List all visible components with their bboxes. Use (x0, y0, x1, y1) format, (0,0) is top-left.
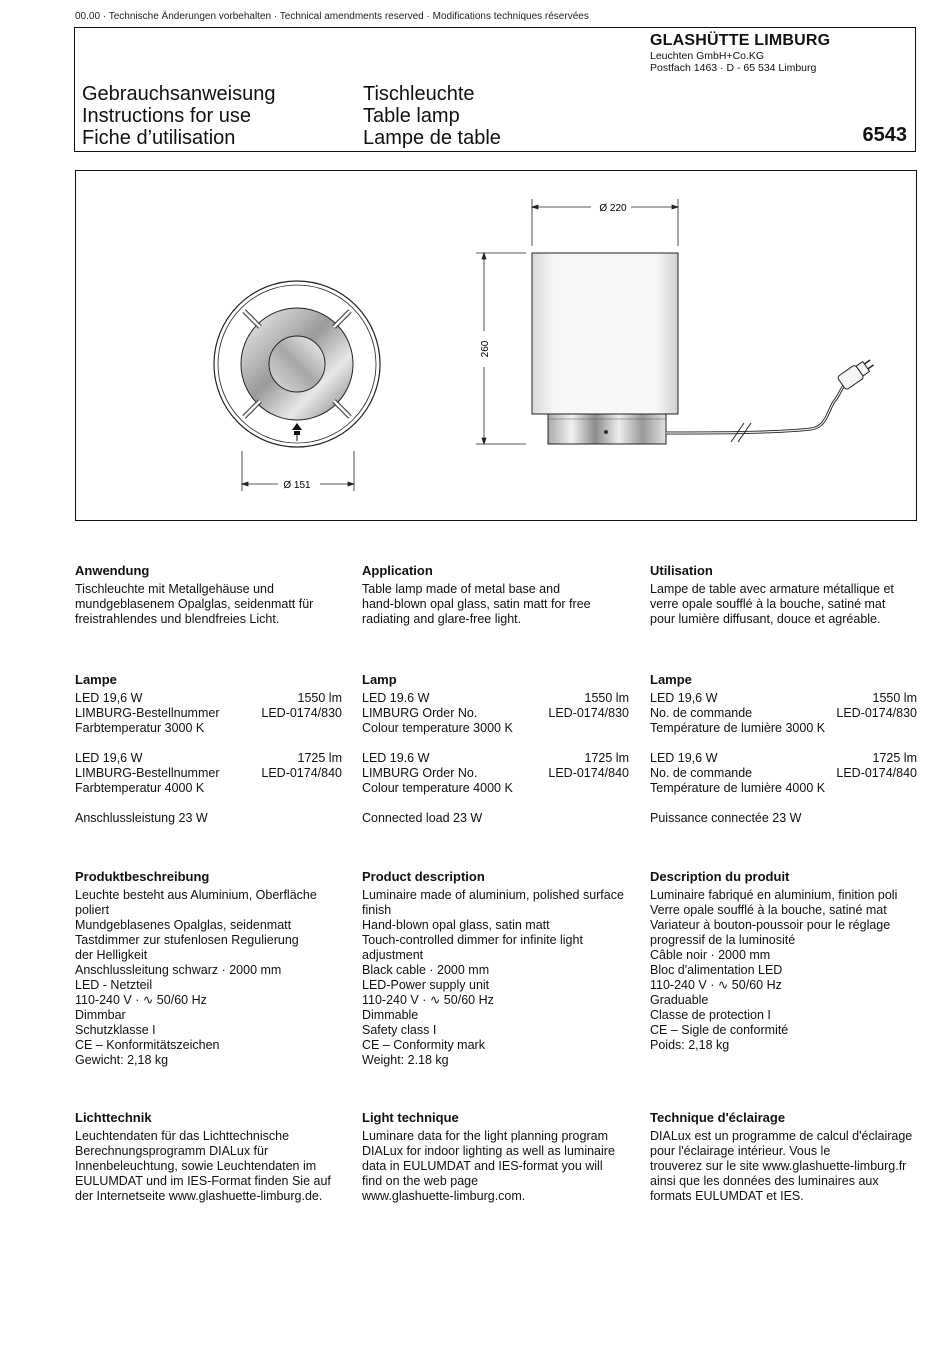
product-en (362, 869, 632, 1068)
section-heading: Produktbeschreibung (75, 869, 210, 884)
drawing-svg (76, 171, 918, 522)
led-spec: LED 19.6 W (362, 751, 430, 765)
lamp-de (75, 672, 345, 826)
application-en (362, 563, 632, 627)
color-temperature: Farbtemperatur 3000 K (75, 721, 205, 735)
led-spec: LED 19.6 W (362, 691, 430, 705)
section-heading: Application (362, 563, 433, 578)
lumen-value: 1725 lm (872, 751, 917, 765)
lighttech-en (362, 1110, 632, 1204)
section-text: Lampe de table avec armature métallique et verre opale soufflé à la bouche, satiné mat pour lumière diffusant, douce et agréable. (650, 582, 894, 626)
led-spec: LED 19,6 W (650, 691, 718, 705)
lighttech-fr (650, 1110, 920, 1204)
document-type-titles (82, 83, 275, 149)
doc-title-de: Gebrauchsanweisung (82, 83, 276, 105)
lamp-en (362, 672, 632, 826)
cable-outlet-icon (292, 423, 302, 441)
doc-title-en: Instructions for use (82, 105, 251, 127)
color-temperature: Température de lumière 4000 K (650, 781, 826, 795)
section-text: Table lamp made of metal base and hand-blown opal glass, satin matt for free radiating and glare-free light. (362, 582, 591, 626)
lumen-value: 1725 lm (297, 751, 342, 765)
lamp-row (650, 751, 917, 766)
connected-load: Anschlussleistung 23 W (75, 811, 208, 825)
technical-drawing (75, 170, 917, 521)
top-view (214, 281, 380, 491)
order-row (650, 706, 917, 721)
section-heading: Light technique (362, 1110, 459, 1125)
section-text: Leuchte besteht aus Aluminium, Oberfläche poliert Mundgeblasenes Opalglas, seidenmatt Tastdimmer zur stufenlosen Regulierung der Helligkeit Anschlussleitung schwarz · 2000 mm LED - Netzteil 110-240 V · ∿ 50/60 Hz Dimmbar Schutzklasse I CE – Konformitätszeichen Gewicht: 2,18 kg (75, 888, 317, 1067)
section-text: Luminare data for the light planning program DIALux for indoor lighting as well as luminaire data in EULUMDAT and IES-format you will find on the web page www.glashuette-limburg.com. (362, 1129, 615, 1203)
order-number: LED-0174/840 (548, 766, 629, 780)
section-text: Luminaire fabriqué en aluminium, finition poli Verre opale soufflé à la bouche, satiné mat Variateur à bouton-poussoir pour le réglage progressif de la luminosité Câble noir · 2000 mm Bloc d'alimentation LED 110-240 V · ∿ 50/60 Hz Graduable Classe de protection I CE – Sigle de conformité Poids: 2,18 kg (650, 888, 898, 1052)
lumen-value: 1550 lm (872, 691, 917, 705)
product-title-de: Tischleuchte (363, 83, 475, 105)
section-text: DIALux est un programme de calcul d'éclairage pour l'éclairage intérieur. Vous le trouverez sur le site www.glashuette-limburg.fr ainsi que les données des luminaires aux formats EULUMDAT et IES. (650, 1129, 913, 1203)
lamp-row (362, 691, 629, 706)
led-spec: LED 19,6 W (75, 691, 143, 705)
dim-height-label: 260 (480, 340, 491, 358)
order-number: LED-0174/840 (836, 766, 917, 780)
side-view (476, 199, 876, 444)
order-number: LED-0174/830 (261, 706, 342, 720)
color-temperature: Farbtemperatur 4000 K (75, 781, 205, 795)
led-spec: LED 19,6 W (75, 751, 143, 765)
title-block (74, 27, 916, 152)
order-label: LIMBURG Order No. (362, 766, 478, 780)
section-text: Luminaire made of aluminium, polished surface finish Hand-blown opal glass, satin matt Touch-controlled dimmer for infinite light adjustment Black cable · 2000 mm LED-Power supply unit 110-240 V · ∿ 50/60 Hz Dimmable Safety class I CE – Conformity mark Weight: 2.18 kg (362, 888, 624, 1067)
lumen-value: 1725 lm (584, 751, 629, 765)
product-fr (650, 869, 920, 1053)
connected-load: Puissance connectée 23 W (650, 811, 802, 825)
section-heading: Anwendung (75, 563, 150, 578)
order-row (362, 706, 629, 721)
doc-title-fr: Fiche d’utilisation (82, 127, 236, 149)
order-number: LED-0174/840 (261, 766, 342, 780)
connected-load: Connected load 23 W (362, 811, 483, 825)
lumen-value: 1550 lm (297, 691, 342, 705)
led-spec: LED 19,6 W (650, 751, 718, 765)
order-number: LED-0174/830 (548, 706, 629, 720)
order-label: LIMBURG-Bestellnummer (75, 706, 220, 720)
lamp-row (362, 751, 629, 766)
color-temperature: Température de lumière 3000 K (650, 721, 826, 735)
order-row (75, 706, 342, 721)
company-subline: Leuchten GmbH+Co.KG (650, 50, 765, 62)
section-heading: Product description (362, 869, 485, 884)
order-row (362, 766, 629, 781)
article-number: 6543 (862, 124, 907, 146)
section-heading: Utilisation (650, 563, 713, 578)
lumen-value: 1550 lm (584, 691, 629, 705)
lighttech-de (75, 1110, 345, 1204)
product-type-titles (363, 83, 501, 149)
lamp-row (75, 751, 342, 766)
company-address: Postfach 1463 · D - 65 534 Limburg (650, 62, 817, 74)
lamp-fr (650, 672, 920, 826)
order-label: LIMBURG Order No. (362, 706, 478, 720)
order-label: LIMBURG-Bestellnummer (75, 766, 220, 780)
application-fr (650, 563, 920, 627)
section-heading: Lampe (75, 672, 117, 687)
order-number: LED-0174/830 (836, 706, 917, 720)
application-de (75, 563, 345, 627)
section-text: Leuchtendaten für das Lichttechnische Berechnungsprogramm DIALux für Innenbeleuchtung, sowie Leuchtendaten im EULUMDAT und im IES-Format finden Sie auf der Internetseite www.glashuette-limburg.de. (75, 1129, 331, 1203)
section-heading: Lampe (650, 672, 692, 687)
header-note: 00.00 · Technische Änderungen vorbehalten · Technical amendments reserved · Modifications techniques réservées (75, 11, 589, 22)
product-title-fr: Lampe de table (363, 127, 501, 149)
order-label: No. de commande (650, 766, 753, 780)
order-label: No. de commande (650, 706, 753, 720)
lamp-row (75, 691, 342, 706)
section-heading: Description du produit (650, 869, 790, 884)
section-heading: Technique d'éclairage (650, 1110, 786, 1125)
lamp-row (650, 691, 917, 706)
order-row (650, 766, 917, 781)
section-heading: Lichttechnik (75, 1110, 152, 1125)
product-de (75, 869, 345, 1068)
company-block (650, 32, 830, 74)
plug-icon (837, 356, 876, 390)
dimmer-button-icon (604, 430, 608, 434)
company-name: GLASHÜTTE LIMBURG (650, 32, 831, 49)
section-text: Tischleuchte mit Metallgehäuse und mundgeblasenem Opalglas, seidenmatt für freistrahlendes und blendfreies Licht. (75, 582, 314, 626)
color-temperature: Colour temperature 3000 K (362, 721, 513, 735)
order-row (75, 766, 342, 781)
dim-top-label: Ø 220 (599, 203, 627, 214)
dim-bottom-label: Ø 151 (283, 480, 311, 491)
color-temperature: Colour temperature 4000 K (362, 781, 513, 795)
product-title-en: Table lamp (363, 105, 460, 127)
section-heading: Lamp (362, 672, 397, 687)
